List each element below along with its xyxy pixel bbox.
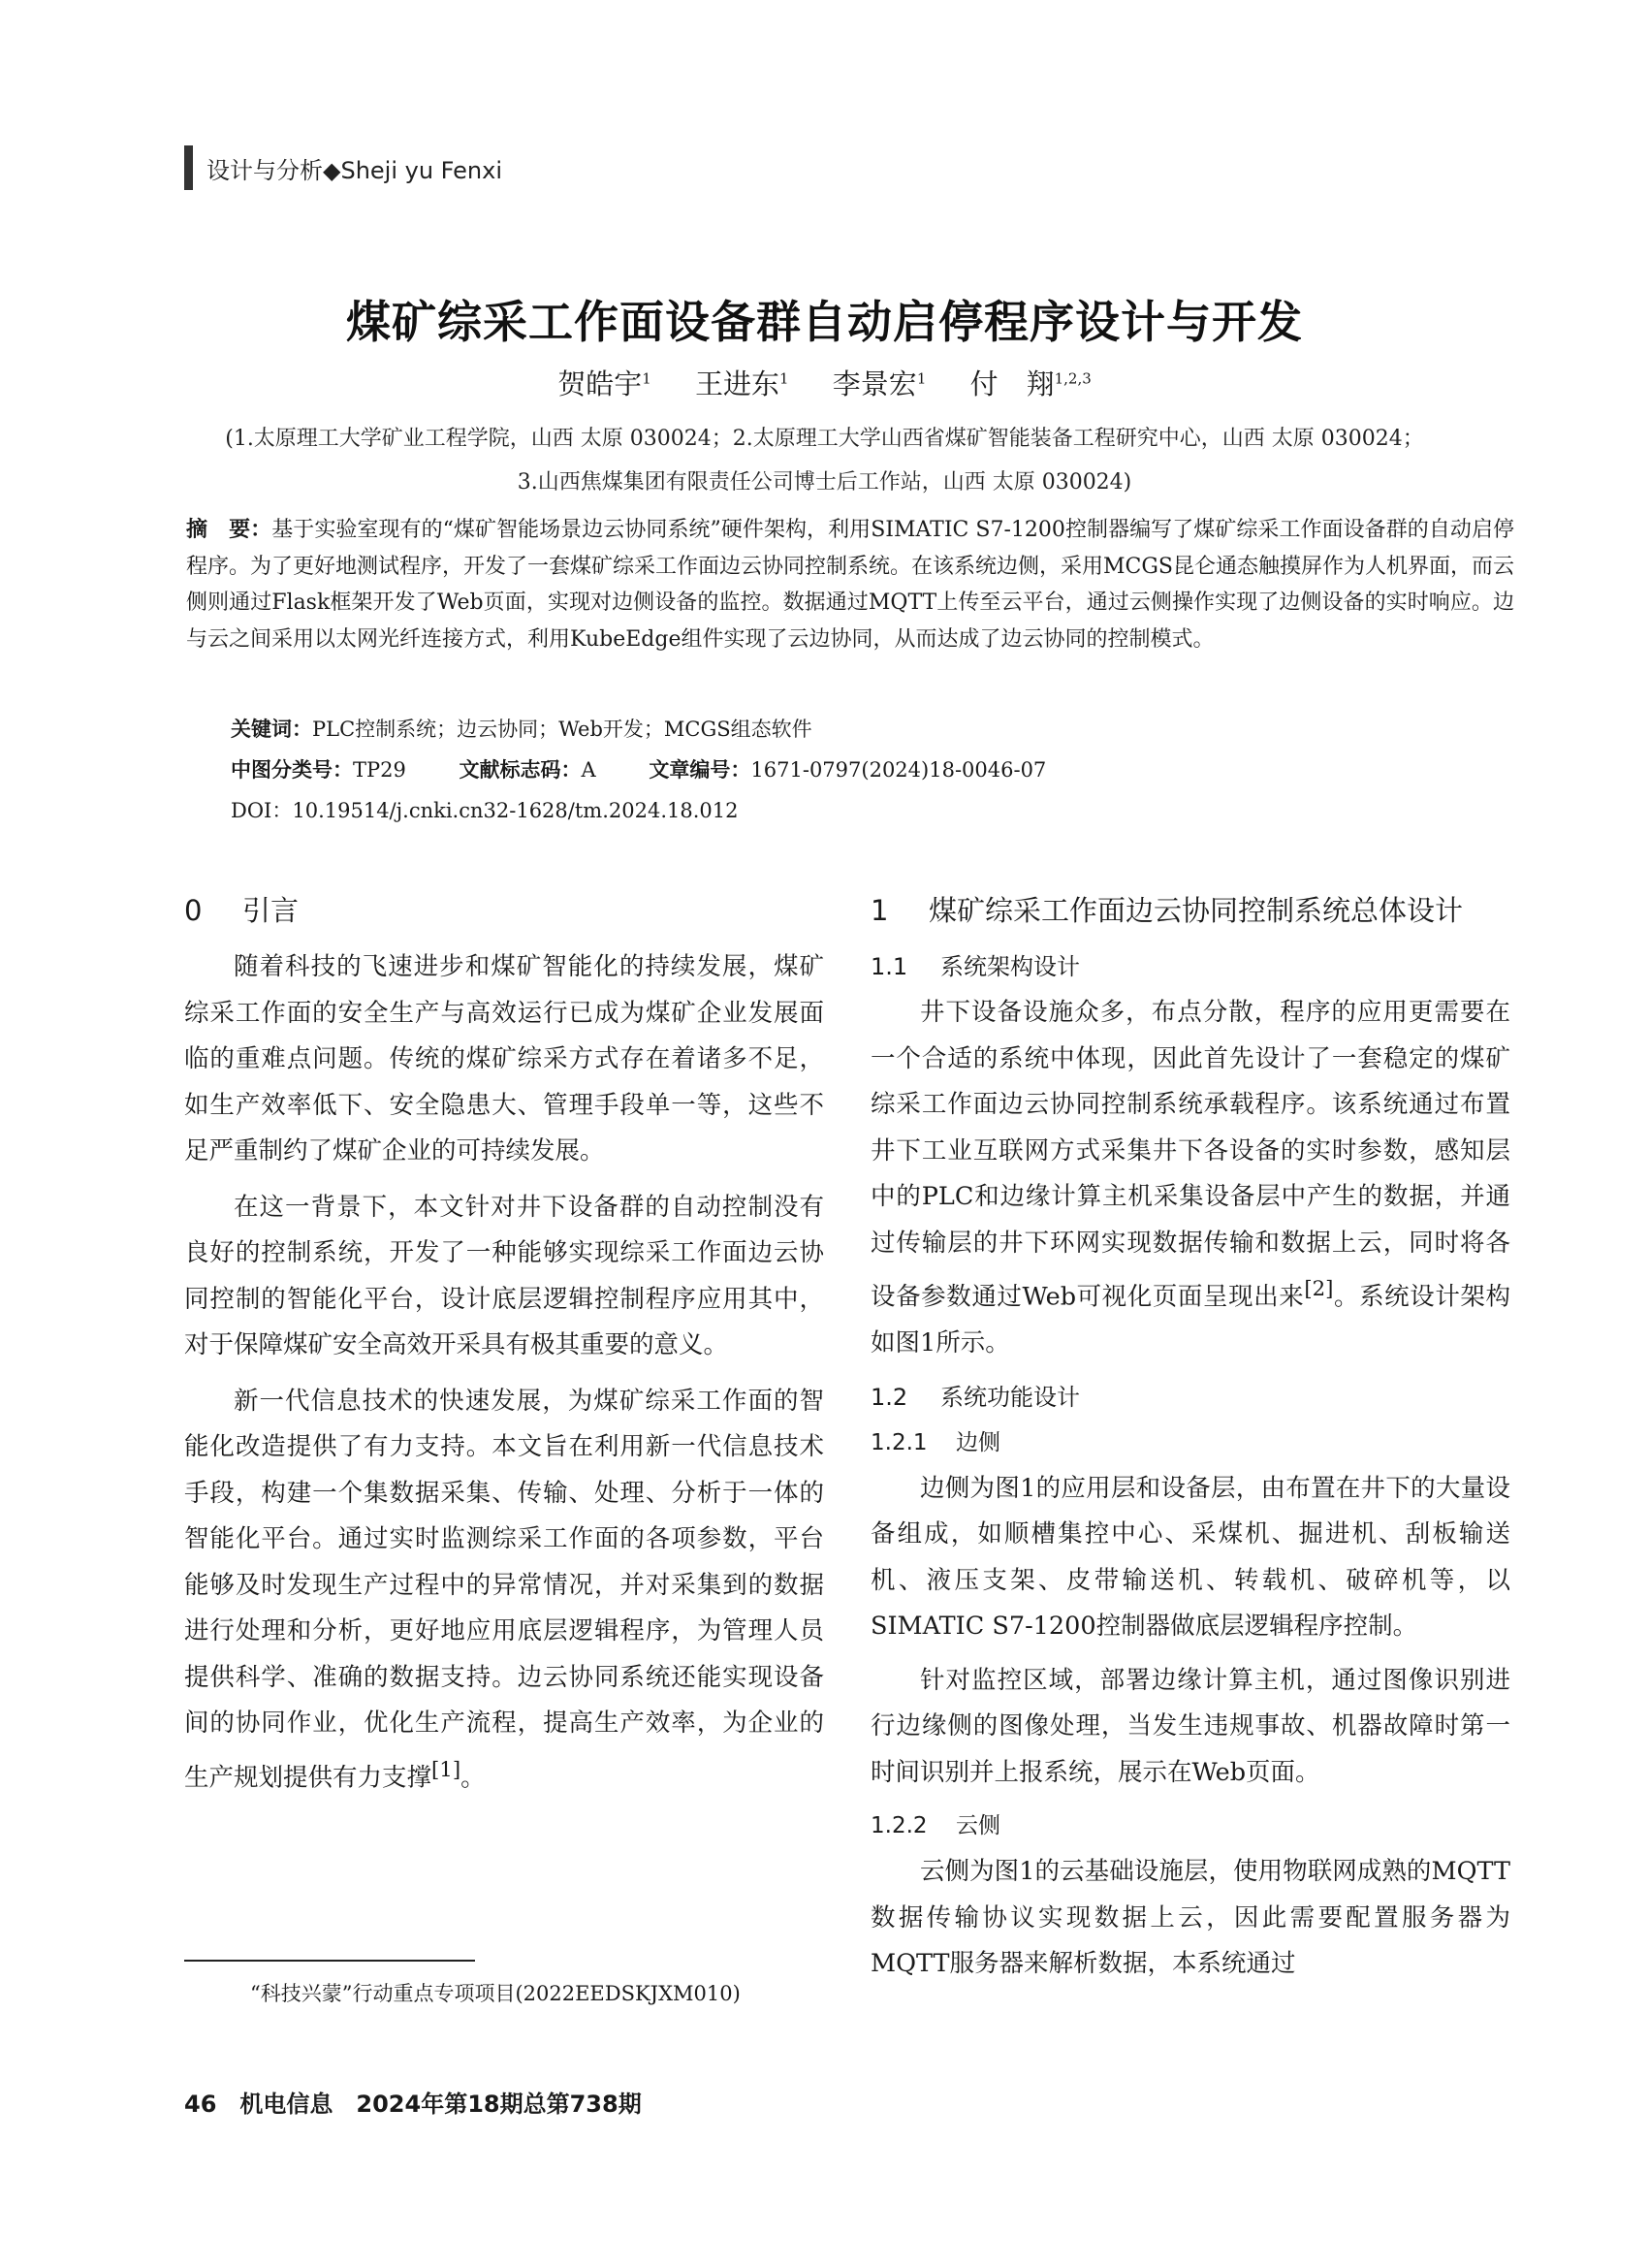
subsubsection-heading: 1.2.1 边侧 xyxy=(871,1429,1000,1455)
left-column xyxy=(184,890,824,1811)
keywords xyxy=(231,714,812,743)
abstract-label: 摘 要： xyxy=(186,518,272,542)
doi-label: DOI： xyxy=(231,799,293,822)
abstract-text: 基于实验室现有的“煤矿智能场景边云协同系统”硬件架构，利用SIMATIC S7-1200控制器编写了煤矿综采工作面设备群的自动启停程序。为了更好地测试程序，开发了一套煤矿综采工作面边云协同控制系统。在该系统边侧，采用MCGS昆仑通态触摸屏作为人机界面，而云侧则通过Flask框架开发了Web页面，实现对边侧设备的监控。数据通过MQTT上传至云平台，通过云侧操作实现了边侧设备的实时响应。边与云之间采用以太网光纤连接方式，利用KubeEdge组件实现了云边协同，从而达成了边云协同的控制模式。 xyxy=(186,518,1515,652)
keywords-label: 关键词： xyxy=(231,718,312,741)
author: 王进东$^1$ xyxy=(695,367,789,400)
subsubsection-heading: 1.2.2 云侧 xyxy=(871,1813,1000,1838)
author: 贺皓宇$^1$ xyxy=(557,367,651,400)
abstract xyxy=(186,512,1514,657)
footnote-rule xyxy=(184,1960,475,1962)
paragraph: 边侧为图1的应用层和设备层，由布置在井下的大量设备组成，如顺槽集控中心、采煤机、掘进机、刮板输送机、液压支架、皮带输送机、转载机、破碎机等，以SIMATIC S7-1200控制器做底层逻辑程序控制。 xyxy=(871,1473,1510,1641)
author: 李景宏$^1$ xyxy=(832,367,927,400)
keywords-text: PLC控制系统；边云协同；Web开发；MCGS组态软件 xyxy=(312,718,812,741)
section-header xyxy=(184,145,502,190)
issue-info: 2024年第18期总第738期 xyxy=(356,2091,642,2118)
paragraph: 针对监控区域，部署边缘计算主机，通过图像识别进行边缘侧的图像处理，当发生违规事故、机器故障时第一时间识别并上报系统，展示在Web页面。 xyxy=(871,1665,1510,1787)
subsection-heading: 1.2 系统功能设计 xyxy=(871,1383,1080,1411)
paragraph: 新一代信息技术的快速发展，为煤矿综采工作面的智能化改造提供了有力支持。本文旨在利用新一代信息技术手段，构建一个集数据采集、传输、处理、分析于一体的智能化平台。通过实时监测综采工作面的各项参数，平台能够及时发现生产过程中的异常情况，并对采集到的数据进行处理和分析，更好地应用底层逻辑程序，为管理人员提供科学、准确的数据支持。边云协同系统还能实现设备间的协同作业，优化生产流程，提高生产效率，为企业的生产规划提供有力支撑[1]。 xyxy=(184,1386,824,1792)
section-heading: 0 引言 xyxy=(184,894,300,927)
paragraph: 在这一背景下，本文针对井下设备群的自动控制没有良好的控制系统，开发了一种能够实现综采工作面边云协同控制的智能化平台，设计底层逻辑控制程序应用其中，对于保障煤矿安全高效开采具有极其重要的意义。 xyxy=(184,1192,824,1359)
paragraph: 随着科技的飞速进步和煤矿智能化的持续发展，煤矿综采工作面的安全生产与高效运行已成为煤矿企业发展面临的重难点问题。传统的煤矿综采方式存在着诸多不足，如生产效率低下、安全隐患大、管理手段单一等，这些不足严重制约了煤矿企业的可持续发展。 xyxy=(184,952,824,1166)
doc-code-value: A xyxy=(581,758,596,782)
citation-ref: [2] xyxy=(1304,1277,1334,1301)
page-number: 46 xyxy=(184,2091,217,2118)
doc-code-label: 文献标志码： xyxy=(459,758,582,782)
header-section-label: 设计与分析◆Sheji yu Fenxi xyxy=(206,156,503,184)
section-heading: 1 煤矿综采工作面边云协同控制系统总体设计 xyxy=(871,894,1464,927)
clc-label: 中图分类号： xyxy=(231,758,353,782)
affiliation-line: 3.山西焦煤集团有限责任公司博士后工作站，山西 太原 030024) xyxy=(517,470,1132,495)
article-number-label: 文章编号： xyxy=(649,758,751,782)
paragraph: 云侧为图1的云基础设施层，使用物联网成熟的MQTT数据传输协议实现数据上云，因此需要配置服务器为MQTT服务器来解析数据，本系统通过 xyxy=(871,1857,1510,1978)
header-bar xyxy=(184,145,193,190)
author-list xyxy=(0,363,1649,402)
clc-value: TP29 xyxy=(353,758,406,782)
page-footer xyxy=(184,2085,665,2119)
journal-name: 机电信息 xyxy=(239,2091,333,2118)
author: 付 翔$^{1,2,3}$ xyxy=(969,367,1092,400)
article-number-value: 1671-0797(2024)18-0046-07 xyxy=(750,758,1047,782)
footnote: “科技兴蒙”行动重点专项项目(2022EEDSKJXM010) xyxy=(250,1982,741,2005)
subsection-heading: 1.1 系统架构设计 xyxy=(871,953,1080,980)
right-column xyxy=(871,890,1510,1996)
affiliation-line: (1.太原理工大学矿业工程学院，山西 太原 030024；2.太原理工大学山西省煤矿智能装备工程研究中心，山西 太原 030024； xyxy=(225,427,1424,451)
doi-value: 10.19514/j.cnki.cn32-1628/tm.2024.18.012 xyxy=(292,799,739,822)
classification-line xyxy=(231,754,1046,783)
citation-ref: [1] xyxy=(431,1757,461,1782)
doi-line xyxy=(231,795,738,824)
paragraph: 井下设备设施众多，布点分散，程序的应用更需要在一个合适的系统中体现，因此首先设计了一套稳定的煤矿综采工作面边云协同控制系统承载程序。该系统通过布置井下工业互联网方式采集井下各设备的实时参数，感知层中的PLC和边缘计算主机采集设备层中产生的数据，并通过传输层的井下环网实现数据传输和数据上云，同时将各设备参数通过Web可视化页面呈现出来[2]。系统设计架构如图1所示。 xyxy=(871,998,1510,1358)
paper-title: 煤矿综采工作面设备群自动启停程序设计与开发 xyxy=(346,296,1303,348)
